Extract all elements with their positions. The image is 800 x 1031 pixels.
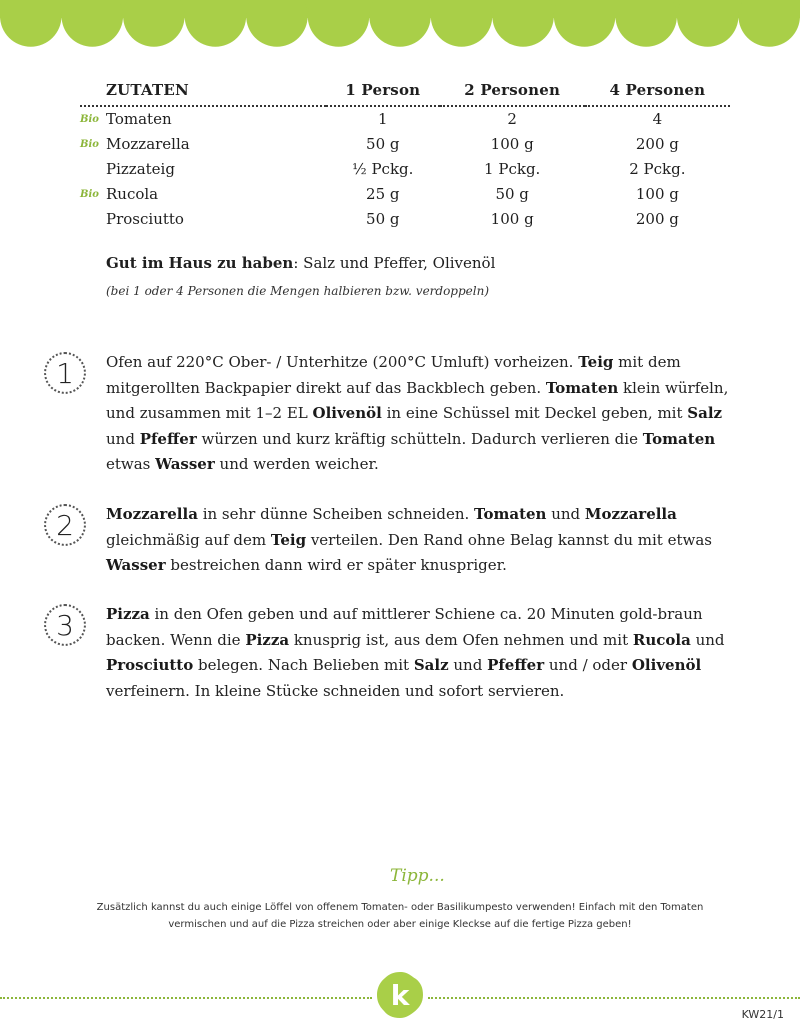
amount-4-persons: 4: [652, 110, 663, 128]
scallop-shape: [677, 0, 739, 47]
amount-2-persons: 2: [507, 110, 517, 128]
ingredient-row: [80, 207, 730, 232]
ingredients-table: [80, 78, 730, 232]
amount-1-person: 25 g: [366, 185, 400, 203]
amount-2-persons: 1 Pckg.: [484, 160, 541, 178]
ingredient-row: [80, 132, 730, 157]
footer-dotted-line-right: [428, 997, 800, 999]
scallop-shape: [185, 0, 247, 47]
quantity-note: (bei 1 oder 4 Personen die Mengen halbieren bzw. verdoppeln): [106, 284, 490, 298]
header-ingredients: ZUTATEN: [80, 78, 326, 106]
tipp-label: Tipp...: [390, 866, 445, 886]
scallop-shape: [492, 0, 554, 47]
pantry-line: [106, 254, 495, 272]
step-number-1: 1: [44, 352, 86, 394]
ingredient-row: [80, 106, 730, 132]
scalloped-header-border: [0, 0, 800, 48]
scallop-shape: [431, 0, 493, 47]
page-code: KW21/1: [741, 1008, 784, 1021]
tipp-text: Zusätzlich kannst du auch einige Löffel von offenem Tomaten- oder Basilikumpesto verwenden! Einfach mit den Tomaten vermischen und auf die Pizza streichen oder aber einige Kleckse auf die fertige Pizza geben!: [96, 902, 704, 930]
header-4-persons: 4 Personen: [585, 78, 730, 106]
scallop-shape: [62, 0, 124, 47]
amount-4-persons: 200 g: [635, 135, 679, 153]
ingredient-row: [80, 157, 730, 182]
bio-icon: Bio: [80, 114, 99, 125]
amount-2-persons: 100 g: [490, 210, 534, 228]
step-text-2: Mozzarella in sehr dünne Scheiben schneiden. Tomaten und Mozzarella gleichmäßig auf dem Teig verteilen. Den Rand ohne Belag kannst du mit etwas Wasser bestreichen dann wird er später knuspriger.: [106, 505, 712, 574]
ingredient-name: Pizzateig: [106, 160, 175, 178]
scallop-shape: [554, 0, 616, 47]
bio-icon: Bio: [80, 139, 99, 150]
pantry-items: : Salz und Pfeffer, Olivenöl: [293, 254, 496, 272]
amount-1-person: ½ Pckg.: [352, 160, 414, 178]
ingredient-name: Rucola: [106, 185, 159, 203]
ingredient-name: Mozzarella: [106, 135, 190, 153]
scallop-shape: [738, 0, 800, 47]
logo-letter: k: [390, 979, 410, 1012]
step-text-1: Ofen auf 220°C Ober- / Unterhitze (200°C Umluft) vorheizen. Teig mit dem mitgerollten Backpapier direkt auf das Backblech geben. Tomaten klein würfeln, und zusammen mit 1–2 EL Olivenöl in eine Schüssel mit Deckel geben, mit Salz und Pfeffer würzen und kurz kräftig schütteln. Dadurch verlieren die Tomaten etwas Wasser und werden weicher.: [106, 353, 729, 473]
footer-dotted-line-left: [0, 997, 372, 999]
step-text-3: Pizza in den Ofen geben und auf mittlerer Schiene ca. 20 Minuten gold-braun backen. Wenn die Pizza knusprig ist, aus dem Ofen nehmen und mit Rucola und Prosciutto belegen. Nach Belieben mit Salz und Pfeffer und / oder Olivenöl verfeinern. In kleine Stücke schneiden und sofort servieren.: [106, 605, 725, 700]
amount-2-persons: 100 g: [490, 135, 534, 153]
step-number-2: 2: [44, 504, 86, 546]
brand-logo-icon: [375, 970, 425, 1020]
step-number-3: 3: [44, 604, 86, 646]
amount-4-persons: 100 g: [635, 185, 679, 203]
amount-1-person: 50 g: [366, 210, 400, 228]
amount-4-persons: 200 g: [635, 210, 679, 228]
scallop-shape: [308, 0, 370, 47]
ingredient-row: [80, 182, 730, 207]
ingredients-table-wrapper: [80, 78, 730, 232]
scallop-shape: [615, 0, 677, 47]
scallop-shape: [369, 0, 431, 47]
amount-1-person: 50 g: [366, 135, 400, 153]
ingredient-name: Prosciutto: [106, 210, 184, 228]
scallop-shape: [0, 0, 62, 47]
pantry-label: Gut im Haus zu haben: [106, 254, 294, 272]
amount-1-person: 1: [378, 110, 388, 128]
header-2-persons: 2 Personen: [440, 78, 585, 106]
header-1-person: 1 Person: [326, 78, 440, 106]
scallop-shape: [246, 0, 308, 47]
amount-2-persons: 50 g: [495, 185, 529, 203]
ingredient-name: Tomaten: [106, 110, 172, 128]
ingredients-header-row: [80, 78, 730, 106]
bio-icon: Bio: [80, 189, 99, 200]
amount-4-persons: 2 Pckg.: [629, 160, 686, 178]
scallop-shape: [123, 0, 185, 47]
